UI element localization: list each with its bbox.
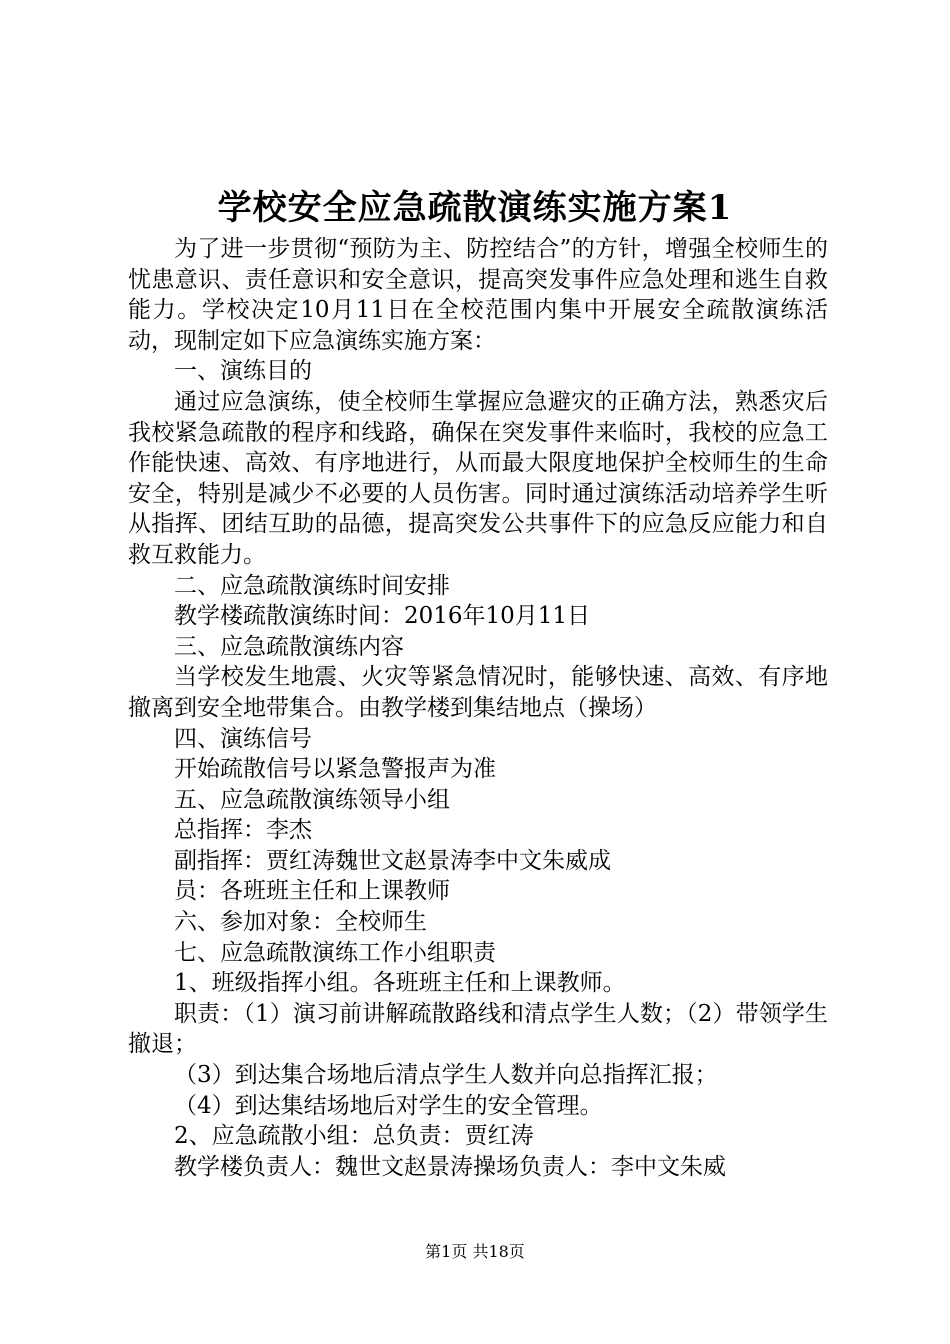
paragraph-members: 员：各班班主任和上课教师 — [174, 878, 450, 905]
section-heading-3: 三、应急疏散演练内容 — [174, 633, 404, 660]
paragraph-evacuation-group: 2、应急疏散小组：总负责：贾红涛 — [174, 1123, 534, 1150]
section-heading-5: 五、应急疏散演练领导小组 — [174, 786, 450, 813]
document-body — [128, 234, 828, 1182]
paragraph-content: 当学校发生地震、火灾等紧急情况时，能够快速、高效、有序地撤离到安全地带集合。由教学楼到集结地点（操场） — [128, 664, 828, 721]
section-heading-7: 七、应急疏散演练工作小组职责 — [174, 939, 496, 966]
paragraph-deputy: 副指挥：贾红涛魏世文赵景涛李中文朱威成 — [174, 847, 611, 874]
section-heading-4: 四、演练信号 — [174, 725, 312, 752]
document-title: 学校安全应急疏散演练实施方案1 — [217, 188, 733, 228]
section-heading-6: 六、参加对象：全校师生 — [174, 909, 427, 936]
section-heading-2: 二、应急疏散演练时间安排 — [174, 572, 450, 599]
paragraph-schedule: 教学楼疏散演练时间：2016年10月11日 — [174, 603, 591, 630]
section-heading-1: 一、演练目的 — [174, 358, 312, 385]
paragraph-signal: 开始疏散信号以紧急警报声为准 — [174, 756, 496, 783]
paragraph-purpose: 通过应急演练，使全校师生掌握应急避灾的正确方法，熟悉灾后我校紧急疏散的程序和线路，确保在突发事件来临时，我校的应急工作能快速、高效、有序地进行，从而最大限度地保护全校师生的生命安全，特别是减少不必要的人员伤害。同时通过演练活动培养学生听从指挥、团结互助的品德，提高突发公共事件下的应急反应能力和自救互救能力。 — [128, 388, 828, 568]
paragraph-building-lead: 教学楼负责人：魏世文赵景涛操场负责人：李中文朱威 — [174, 1153, 726, 1180]
paragraph-intro: 为了进一步贯彻“预防为主、防控结合”的方针，增强全校师生的忧患意识、责任意识和安全意识，提高突发事件应急处理和逃生自救能力。学校决定10月11日在全校范围内集中开展安全疏散演练活动，现制定如下应急演练实施方案： — [128, 236, 828, 354]
paragraph-duty-3: （3）到达集合场地后清点学生人数并向总指挥汇报； — [174, 1062, 718, 1089]
page-footer: 第1页 共18页 — [425, 1242, 525, 1261]
paragraph-duties: 职责：（1）演习前讲解疏散路线和清点学生人数；（2）带领学生撤退； — [128, 1000, 828, 1058]
paragraph-commander: 总指挥：李杰 — [174, 817, 312, 844]
paragraph-duty-4: （4）到达集结场地后对学生的安全管理。 — [174, 1092, 603, 1119]
paragraph-class-group: 1、班级指挥小组。各班班主任和上课教师。 — [174, 970, 626, 997]
